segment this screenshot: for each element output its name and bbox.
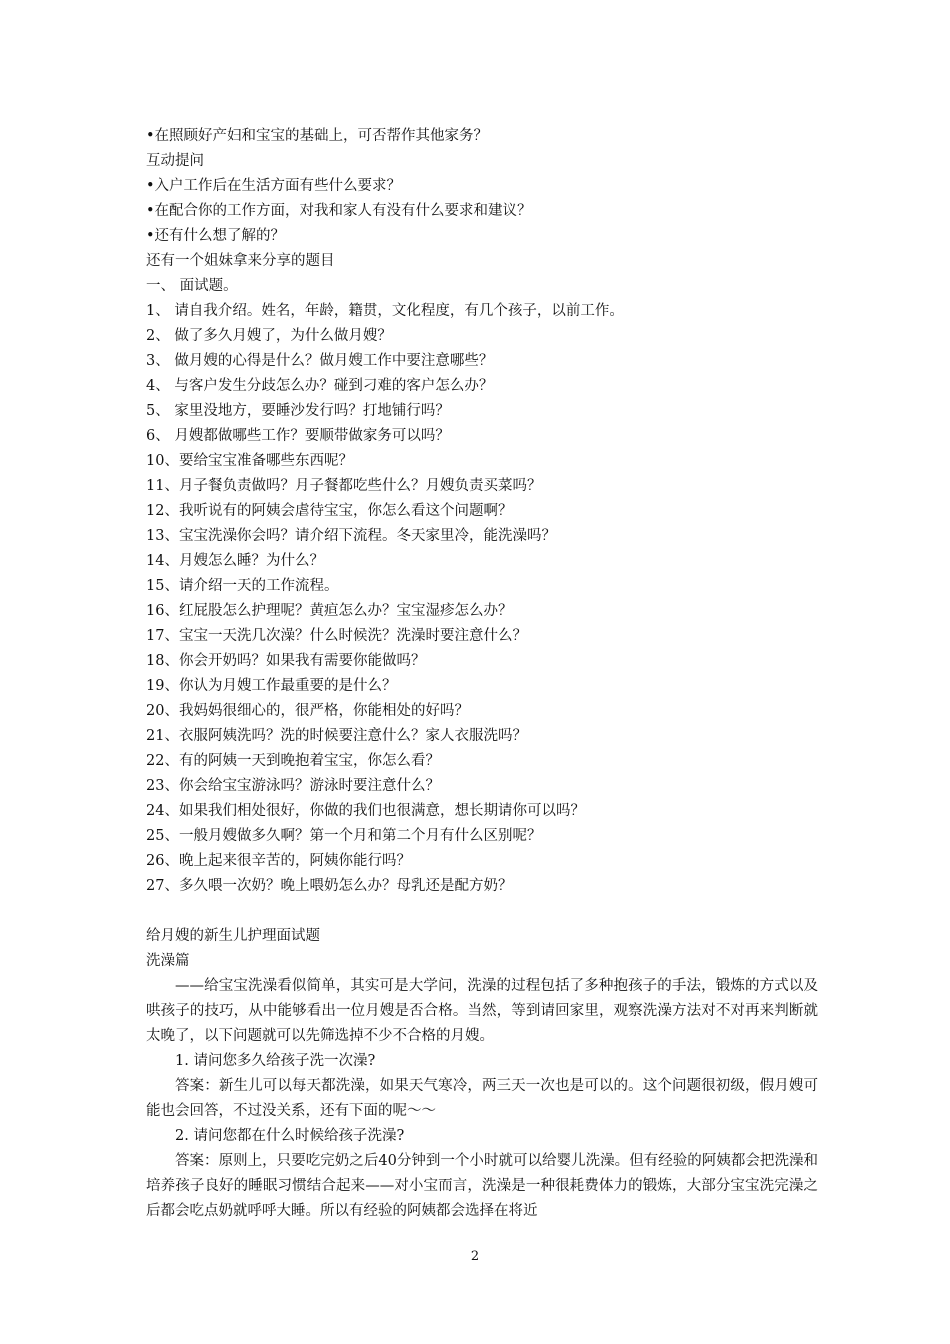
question-item: 5、 家里没地方，要睡沙发行吗？打地铺行吗？ <box>146 403 450 419</box>
answer-paragraph: 答案：新生儿可以每天都洗澡，如果天气寒冷，两三天一次也是可以的。这个问题很初级，假月嫂可能也会回答，不过没关系，还有下面的呢～～ <box>146 1078 818 1119</box>
question-item: 1、 请自我介绍。姓名，年龄，籍贯，文化程度，有几个孩子，以前工作。 <box>146 303 624 319</box>
question-item: 17、宝宝一天洗几次澡？什么时候洗？洗澡时要注意什么？ <box>146 628 527 644</box>
section-subtitle: 洗澡篇 <box>146 953 190 969</box>
question-item: 18、你会开奶吗？如果我有需要你能做吗？ <box>146 653 426 669</box>
section-title: 给月嫂的新生儿护理面试题 <box>146 928 320 944</box>
question-item: 13、宝宝洗澡你会吗？请介绍下流程。冬天家里冷，能洗澡吗？ <box>146 528 556 544</box>
question-item: 24、如果我们相处很好，你做的我们也很满意，想长期请你可以吗？ <box>146 803 585 819</box>
question-heading: 1. 请问您多久给孩子洗一次澡? <box>175 1053 376 1069</box>
section-heading: 还有一个姐妹拿来分享的题目 <box>146 253 335 269</box>
section-heading: 一、 面试题。 <box>146 278 238 294</box>
question-item: 11、月子餐负责做吗？月子餐都吃些什么？月嫂负责买菜吗？ <box>146 478 542 494</box>
question-item: 6、 月嫂都做哪些工作？要顺带做家务可以吗？ <box>146 428 450 444</box>
document-body <box>146 124 818 1224</box>
question-item: 3、 做月嫂的心得是什么？做月嫂工作中要注意哪些？ <box>146 353 494 369</box>
question-heading: 2. 请问您都在什么时候给孩子洗澡? <box>175 1128 405 1144</box>
bullet-line: •在照顾好产妇和宝宝的基础上，可否帮作其他家务？ <box>146 128 489 144</box>
question-item: 4、 与客户发生分歧怎么办？碰到刁难的客户怎么办？ <box>146 378 494 394</box>
question-item: 10、要给宝宝准备哪些东西呢？ <box>146 453 353 469</box>
question-item: 22、有的阿姨一天到晚抱着宝宝，你怎么看？ <box>146 753 440 769</box>
question-item: 12、我听说有的阿姨会虐待宝宝，你怎么看这个问题啊？ <box>146 503 513 519</box>
answer-paragraph: 答案：原则上，只要吃完奶之后40分钟到一个小时就可以给婴儿洗澡。但有经验的阿姨都会把洗澡和培养孩子良好的睡眠习惯结合起来——对小宝而言，洗澡是一种很耗费体力的锻炼，大部分宝宝洗完澡之后都会吃点奶就呼呼大睡。所以有经验的阿姨都会选择在将近 <box>146 1153 818 1219</box>
question-item: 14、月嫂怎么睡？为什么？ <box>146 553 324 569</box>
question-item: 21、衣服阿姨洗吗？洗的时候要注意什么？家人衣服洗吗？ <box>146 728 527 744</box>
question-item: 16、红屁股怎么护理呢？黄疸怎么办？宝宝湿疹怎么办？ <box>146 603 513 619</box>
question-item: 19、你认为月嫂工作最重要的是什么？ <box>146 678 397 694</box>
page-number: 2 <box>470 1249 480 1264</box>
bullet-line: •在配合你的工作方面，对我和家人有没有什么要求和建议？ <box>146 203 532 219</box>
question-item: 23、你会给宝宝游泳吗？游泳时要注意什么？ <box>146 778 440 794</box>
question-item: 2、 做了多久月嫂了，为什么做月嫂？ <box>146 328 392 344</box>
blank-line <box>146 899 818 924</box>
question-item: 26、晚上起来很辛苦的，阿姨你能行吗？ <box>146 853 411 869</box>
question-item: 15、请介绍一天的工作流程。 <box>146 578 339 594</box>
section-heading: 互动提问 <box>146 153 204 169</box>
question-item: 25、一般月嫂做多久啊？第一个月和第二个月有什么区别呢？ <box>146 828 542 844</box>
bullet-line: •还有什么想了解的？ <box>146 228 286 244</box>
question-item: 27、多久喂一次奶？晚上喂奶怎么办？母乳还是配方奶？ <box>146 878 513 894</box>
intro-paragraph: ——给宝宝洗澡看似简单，其实可是大学问，洗澡的过程包括了多种抱孩子的手法，锻炼的方式以及哄孩子的技巧，从中能够看出一位月嫂是否合格。当然，等到请回家里，观察洗澡方法对不对再来判断就太晚了，以下问题就可以先筛选掉不少不合格的月嫂。 <box>146 978 818 1044</box>
bullet-line: •入户工作后在生活方面有些什么要求？ <box>146 178 402 194</box>
question-item: 20、我妈妈很细心的，很严格，你能相处的好吗？ <box>146 703 469 719</box>
